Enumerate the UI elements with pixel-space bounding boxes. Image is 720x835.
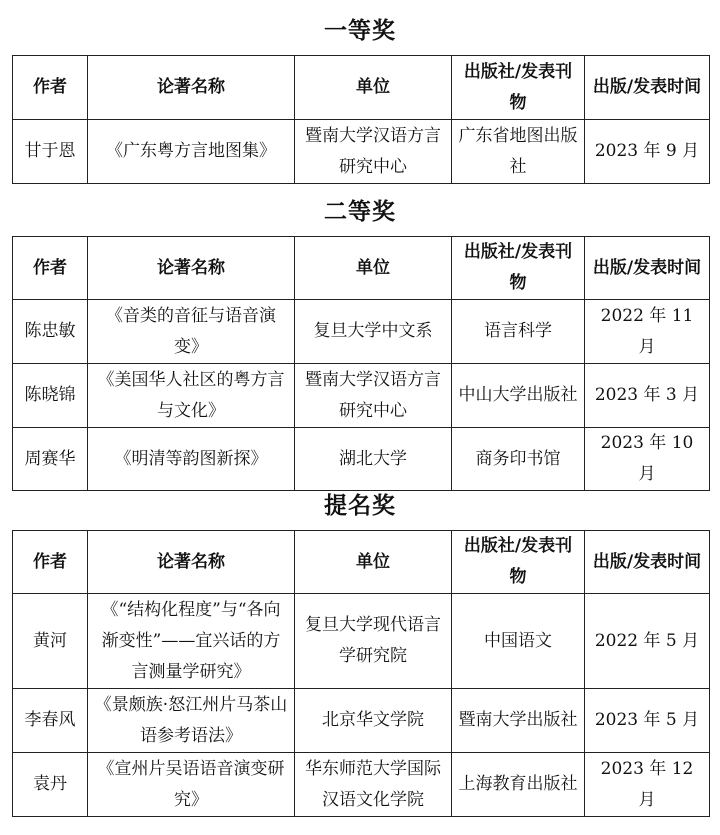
header-unit: 单位 [295, 531, 452, 594]
header-time: 出版/发表时间 [585, 56, 710, 120]
cell-unit: 湖北大学 [295, 428, 452, 491]
header-time: 出版/发表时间 [585, 237, 710, 300]
cell-title: 《景颇族·怒江州片马茶山语参考语法》 [88, 689, 295, 753]
cell-time: 2022 年 5 月 [585, 594, 710, 689]
cell-author: 黄河 [13, 594, 88, 689]
cell-time: 2023 年 5 月 [585, 689, 710, 753]
cell-publisher: 语言科学 [452, 300, 585, 364]
section-heading-nomination: 提名奖 [324, 493, 396, 519]
header-author: 作者 [13, 56, 88, 120]
table-row [13, 120, 710, 184]
cell-author: 李春风 [13, 689, 88, 753]
table-row [13, 689, 710, 753]
table-row [13, 753, 710, 817]
cell-unit: 复旦大学现代语言学研究院 [295, 594, 452, 689]
header-unit: 单位 [295, 237, 452, 300]
section-heading-first-prize: 一等奖 [324, 18, 396, 44]
table-row [13, 428, 710, 491]
cell-time: 2022 年 11 月 [585, 300, 710, 364]
cell-title: 《广东粤方言地图集》 [88, 120, 295, 184]
cell-author: 周赛华 [13, 428, 88, 491]
header-time: 出版/发表时间 [585, 531, 710, 594]
header-publisher: 出版社/发表刊物 [452, 56, 585, 120]
first-prize-table [12, 55, 710, 184]
header-author: 作者 [13, 237, 88, 300]
cell-title: 《“结构化程度”与“各向渐变性”——宜兴话的方言测量学研究》 [88, 594, 295, 689]
cell-unit: 暨南大学汉语方言研究中心 [295, 120, 452, 184]
cell-publisher: 中山大学出版社 [452, 364, 585, 428]
table-header-row [13, 237, 710, 300]
cell-time: 2023 年 9 月 [585, 120, 710, 184]
cell-unit: 复旦大学中文系 [295, 300, 452, 364]
cell-publisher: 暨南大学出版社 [452, 689, 585, 753]
cell-publisher: 广东省地图出版社 [452, 120, 585, 184]
cell-publisher: 上海教育出版社 [452, 753, 585, 817]
header-author: 作者 [13, 531, 88, 594]
cell-title: 《宣州片吴语语音演变研究》 [88, 753, 295, 817]
table-header-row [13, 531, 710, 594]
cell-unit: 华东师范大学国际汉语文化学院 [295, 753, 452, 817]
second-prize-table [12, 236, 710, 491]
header-publisher: 出版社/发表刊物 [452, 237, 585, 300]
cell-author: 陈忠敏 [13, 300, 88, 364]
table-row [13, 300, 710, 364]
section-heading-second-prize: 二等奖 [324, 199, 396, 225]
nomination-table [12, 530, 710, 817]
header-publisher: 出版社/发表刊物 [452, 531, 585, 594]
cell-time: 2023 年 10 月 [585, 428, 710, 491]
header-title: 论著名称 [88, 531, 295, 594]
cell-time: 2023 年 12 月 [585, 753, 710, 817]
table-row [13, 364, 710, 428]
table-row [13, 594, 710, 689]
header-title: 论著名称 [88, 237, 295, 300]
cell-publisher: 中国语文 [452, 594, 585, 689]
cell-publisher: 商务印书馆 [452, 428, 585, 491]
cell-author: 袁丹 [13, 753, 88, 817]
cell-unit: 暨南大学汉语方言研究中心 [295, 364, 452, 428]
table-header-row [13, 56, 710, 120]
cell-author: 陈晓锦 [13, 364, 88, 428]
cell-title: 《明清等韵图新探》 [88, 428, 295, 491]
cell-unit: 北京华文学院 [295, 689, 452, 753]
cell-author: 甘于恩 [13, 120, 88, 184]
header-unit: 单位 [295, 56, 452, 120]
header-title: 论著名称 [88, 56, 295, 120]
cell-time: 2023 年 3 月 [585, 364, 710, 428]
cell-title: 《美国华人社区的粤方言与文化》 [88, 364, 295, 428]
cell-title: 《音类的音征与语音演变》 [88, 300, 295, 364]
